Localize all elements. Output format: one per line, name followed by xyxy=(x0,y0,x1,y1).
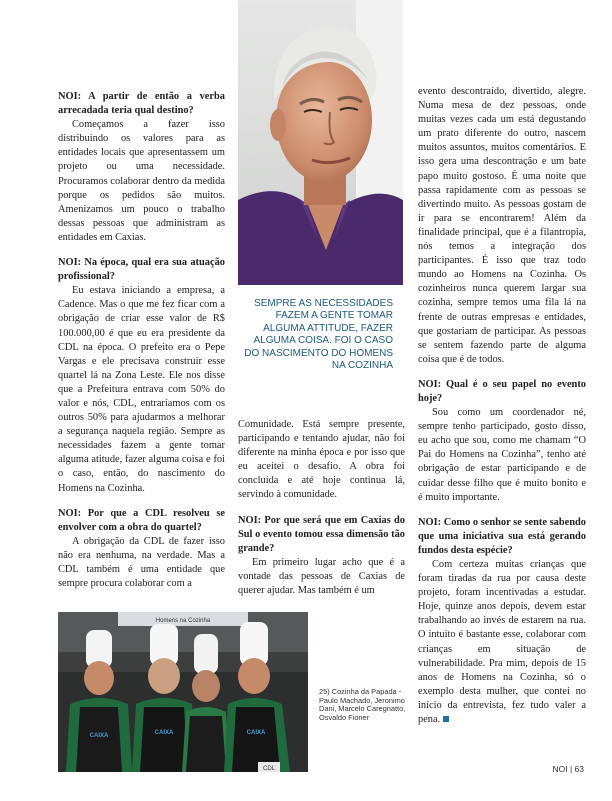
answer xyxy=(418,558,586,727)
photo-sign-text: CDL xyxy=(262,766,276,772)
question: NOI: Por que será que em Caxias do Sul o evento tomou essa dimensão tão grande? xyxy=(238,514,405,554)
question: NOI: Como o senhor se sente sabendo que uma iniciativa sua está gerando fundos desta espécie? xyxy=(418,516,586,556)
answer: Em primeiro lugar acho que é a vontade das pessoas de Caxias de querer ajudar. Mas também é um xyxy=(238,556,405,597)
question: NOI: A partir de então a verba arrecadada teria qual destino? xyxy=(58,91,225,117)
question: NOI: Qual é o seu papel no evento hoje? xyxy=(418,378,586,404)
answer-continued: evento descontraído, divertido, alegre. Numa mesa de dez pessoas, onde muitas vezes cada um está degustando um prato diferente do outro, nascem muitos assuntos, muitos comentários. E isso gera uma descontração e um bate papo muito gostoso. É uma noite que passa rapidamente com as pessoas se divertindo muito. As pessoas gostam de ir para se encontrarem! Além da finalidade principal, que é a filantropia, nós temos a integração dos participantes. É isso que traz todo mundo ao Homens na Cozinha. Os cozinheiros nunca querem largar sua cozinha, sempre temos uma fila lá na frente de outras empresas e entidades, que gostariam de participar. As pessoas se sentem fazendo parte de alguma coisa que é de todos. xyxy=(418,86,586,365)
article-column-1 xyxy=(58,90,225,602)
pull-quote: SEMPRE AS NECESSIDADES FAZEM A GENTE TOMAR ALGUMA ATTITUDE, FAZER ALGUMA COISA. FOI O CASO DO NASCIMENTO DO HOMENS NA COZINHA xyxy=(244,298,393,372)
question: NOI: Por que a CDL resolveu se envolver com a obra do quartel? xyxy=(58,507,225,533)
end-mark-icon xyxy=(443,716,449,722)
group-photo xyxy=(58,612,308,772)
answer: Eu estava iniciando a empresa, a Cadence. Mas o que me fez ficar com a obrigação de criar esse valor de R$ 100.000,00 é que eu era presidente da CDL na época. O prefeito era o Pepe Vargas e ele precisava construir esse quartel lá na Zona Leste. Ele nos disse que a Prefeitura entrava com 50% do valor e nós, CDL, entraríamos com os outros 50% para ajudarmos a melhorar a segurança naquela região. Sempre as necessidades fazem a gente tomar alguma atitude, fazer alguma coisa e foi o caso, então, do nascimento do Homens na Cozinha. xyxy=(58,285,225,494)
apron-logo: CAIXA xyxy=(246,730,266,736)
answer-continued: Comunidade. Está sempre presente, participando e tentando ajudar, não foi diferente na minha época e por isso que eu aceitei o desafio. A obra foi concluída e até hoje continua lá, servindo à comunidade. xyxy=(238,419,405,501)
apron-logo: CAIXA xyxy=(89,733,109,739)
page-folio: NOI | 63 xyxy=(552,764,584,774)
answer: Sou como um coordenador né, sempre tenho participado, gosto disso, eu acho que sou, como me chamam “O Pai do Homens na Cozinha”, tenho até obrigação de estar participando e de cuidar desse filho que é muito bonito e é muito importante. xyxy=(418,407,586,503)
answer: A obrigação da CDL de fazer isso não era nenhuma, na verdade. Mas a CDL também é uma entidade que sempre procura colaborar com a xyxy=(58,535,225,590)
photo-caption: 25) Cozinha da Papada - Paulo Machado, Jeronimo Dani, Marcelo Caregnatto, Osvaldo Fioner xyxy=(319,687,406,722)
answer: Começamos a fazer isso distribuindo os valores para as entidades locais que apresentassem um projeto ou uma necessidade. Procuramos colaborar dentro da medida porque os pedidos são muitos. Amenizamos um pouco o trabalho dessas pessoas que administram as entidades em Caxias. xyxy=(58,119,225,243)
article-column-3 xyxy=(418,85,586,738)
photo-banner-text: Homens na Cozinha xyxy=(155,618,211,624)
apron-logo: CAIXA xyxy=(154,730,174,736)
answer-text: Com certeza muitas crianças que foram tiradas da rua por causa deste projeto, foram incentivadas a estudar. Hoje, quinze anos depois, devem estar trabalhando ao invés de estarem na rua. O intuito é bastante esse, colaborar com crianças em situação de vulnerabilidade. Pra mim, depois de 15 anos de Homens na Cozinha, só o exemplo desta mulher, que contei no início da entrevista, fez tudo valer a pena. xyxy=(418,559,586,726)
question: NOI: Na época, qual era sua atuação profissional? xyxy=(58,257,225,283)
portrait-photo xyxy=(238,0,403,285)
article-column-2 xyxy=(238,418,405,609)
